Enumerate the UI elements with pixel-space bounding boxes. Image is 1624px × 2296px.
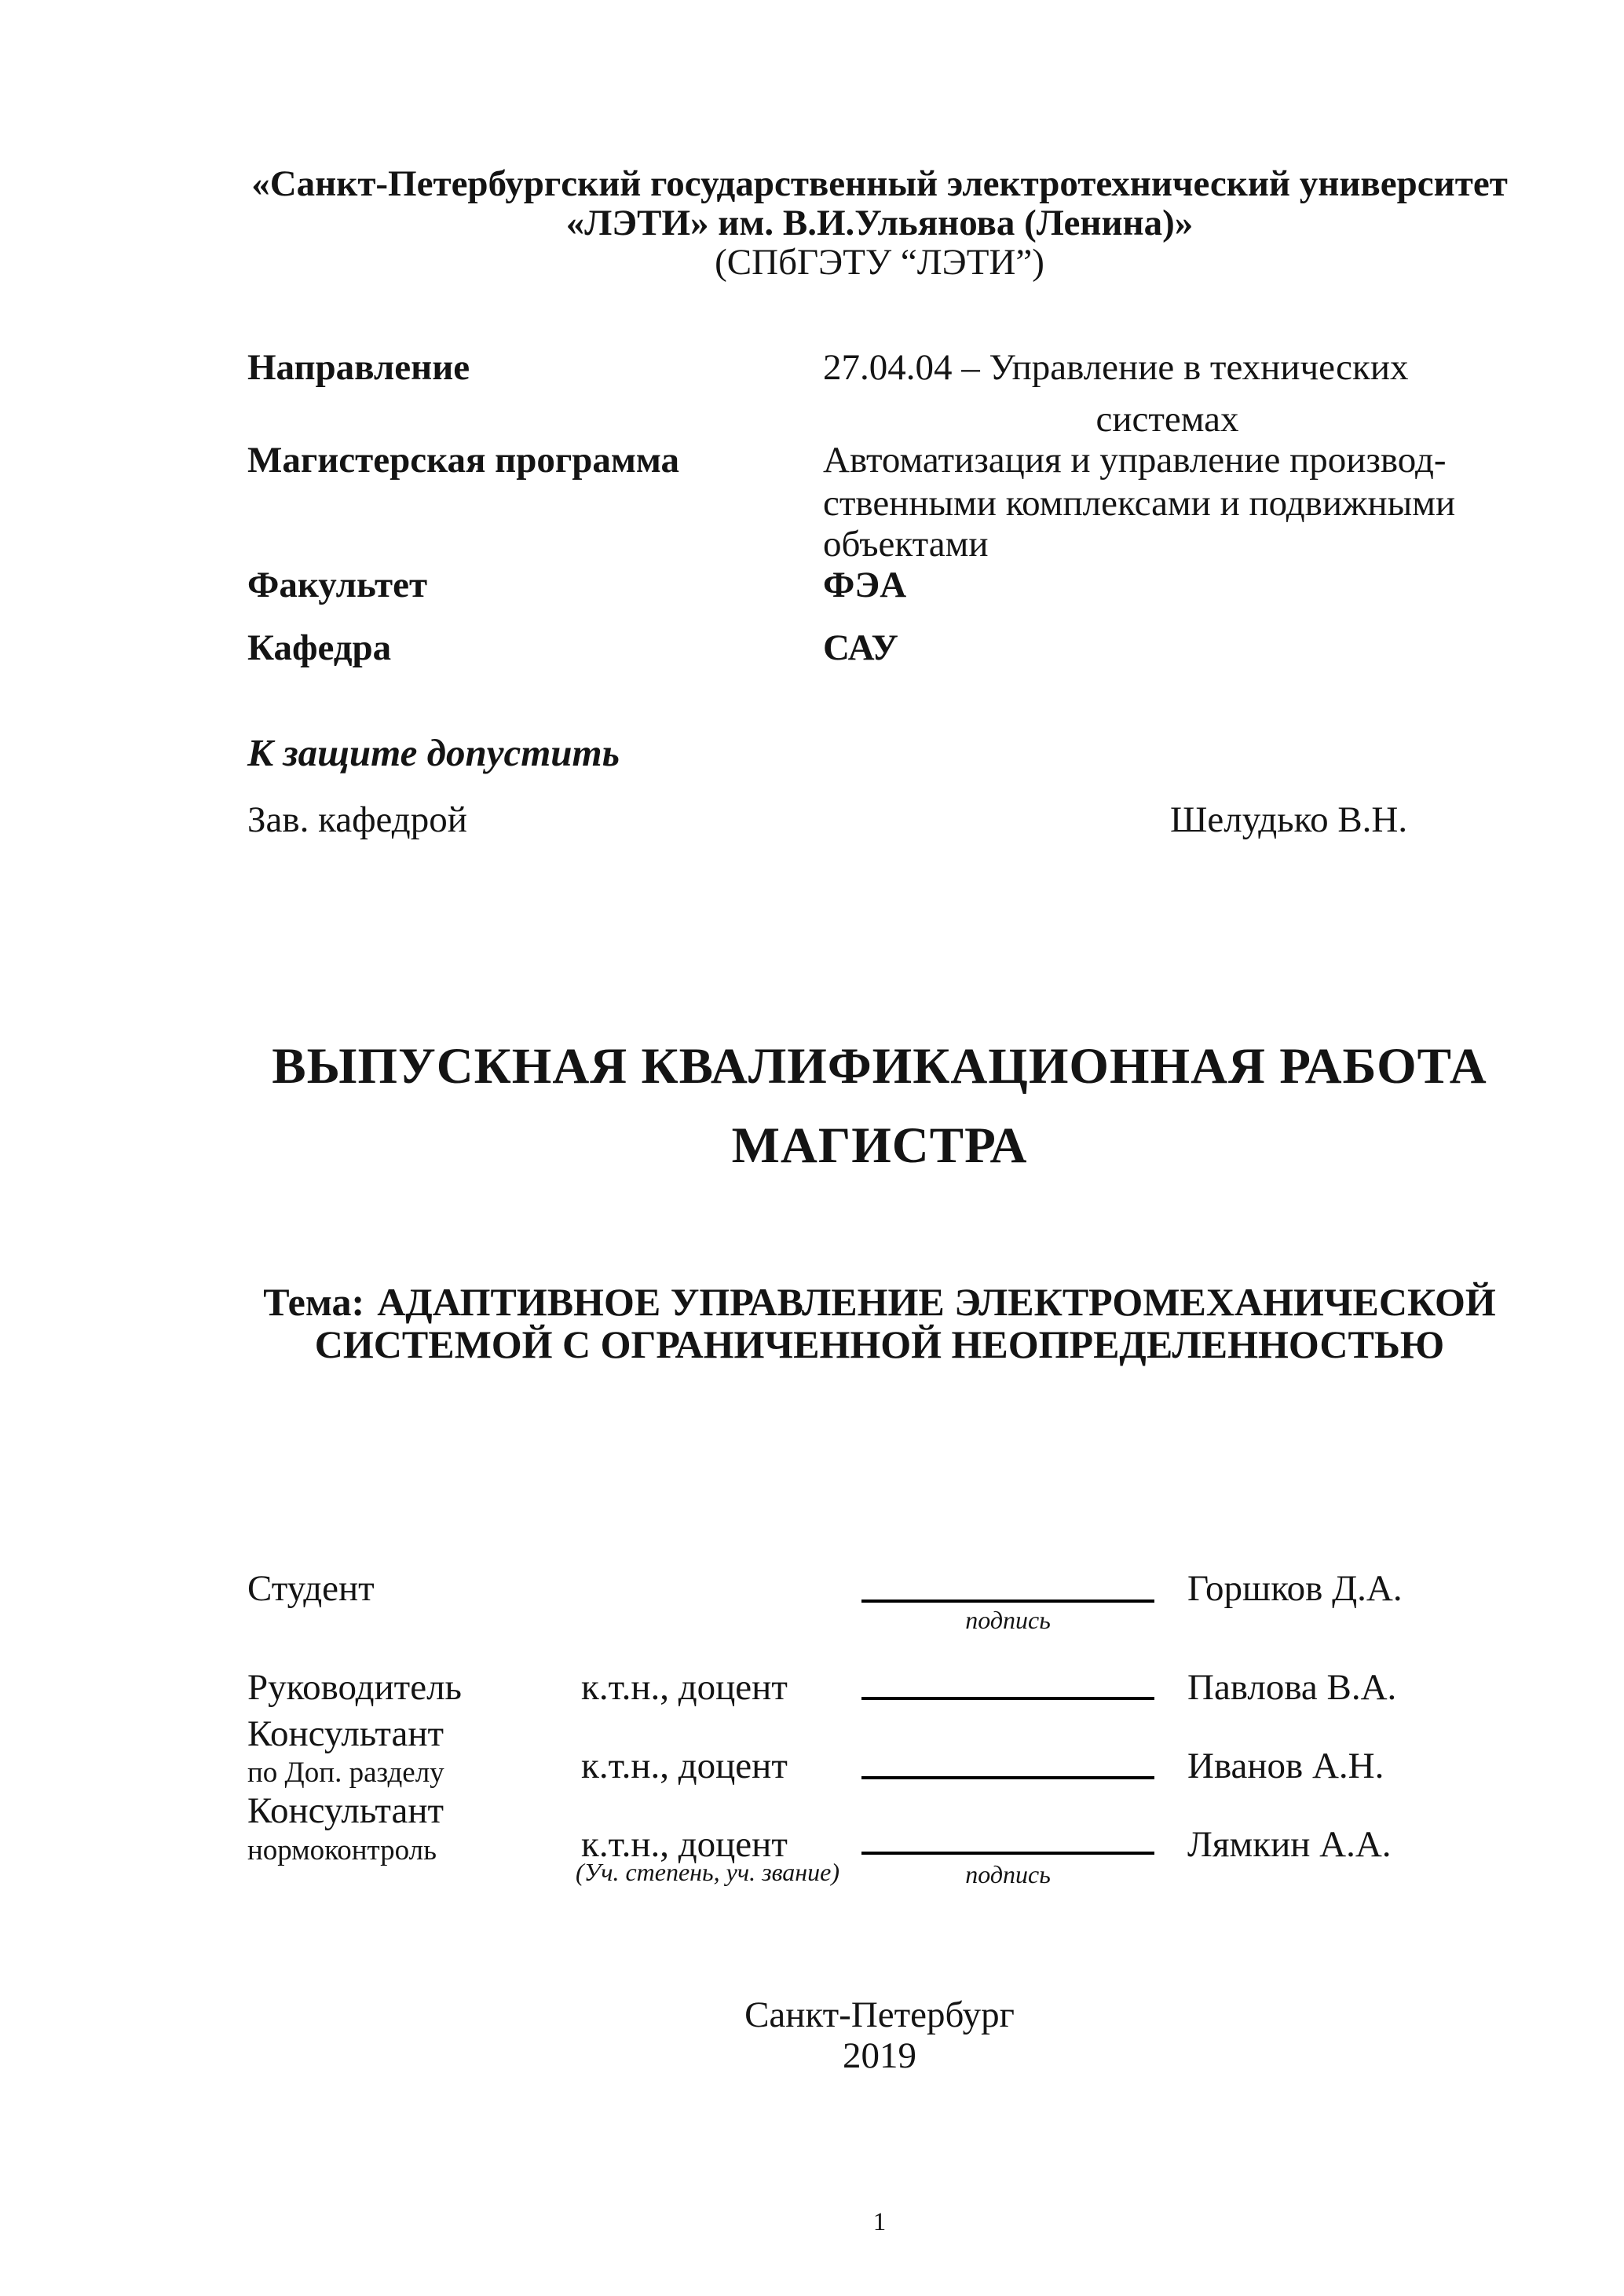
direction-label: Направление xyxy=(247,347,470,388)
university-abbreviation: (СПбГЭТУ “ЛЭТИ”) xyxy=(715,242,1044,283)
student-name: Горшков Д.А. xyxy=(1187,1568,1403,1609)
city-label: Санкт-Петербург xyxy=(744,1994,1015,2035)
program-value-line3: объектами xyxy=(823,524,989,565)
consultant1-sub-label: по Доп. разделу xyxy=(247,1757,444,1789)
consultant2-sub-label: нормоконтроль xyxy=(247,1834,437,1866)
head-of-department-label: Зав. кафедрой xyxy=(247,799,467,840)
program-value-line1: Автоматизация и управление производ- xyxy=(823,440,1447,481)
consultant2-name: Лямкин А.А. xyxy=(1187,1824,1392,1865)
student-role-label: Студент xyxy=(247,1568,375,1609)
consultant1-name: Иванов А.Н. xyxy=(1187,1746,1384,1786)
consultant2-role-label: Консультант xyxy=(247,1790,444,1831)
consultant1-signature-line xyxy=(861,1776,1154,1779)
year-label: 2019 xyxy=(843,2035,916,2076)
university-name-line1: «Санкт-Петербургский государственный электротехнический университет xyxy=(251,163,1508,204)
department-label: Кафедра xyxy=(247,627,392,668)
department-value: САУ xyxy=(823,627,898,668)
supervisor-name: Павлова В.А. xyxy=(1187,1667,1397,1708)
consultant2-signature-caption: подпись xyxy=(965,1860,1051,1888)
faculty-label: Факультет xyxy=(247,565,428,605)
direction-value-line2: системах xyxy=(1095,399,1239,440)
topic-text-line1: АДАПТИВНОЕ УПРАВЛЕНИЕ ЭЛЕКТРОМЕХАНИЧЕСКОЙ xyxy=(377,1280,1496,1324)
page-number: 1 xyxy=(872,2208,887,2236)
direction-value-line1: 27.04.04 – Управление в технических xyxy=(823,347,1409,388)
faculty-value: ФЭА xyxy=(823,565,907,605)
supervisor-role-label: Руководитель xyxy=(247,1667,462,1708)
topic-line2: СИСТЕМОЙ С ОГРАНИЧЕННОЙ НЕОПРЕДЕЛЕННОСТЬЮ xyxy=(314,1322,1445,1366)
consultant2-degree: к.т.н., доцент xyxy=(581,1824,788,1865)
consultant2-signature-line xyxy=(861,1852,1154,1855)
thesis-title-line2: МАГИСТРА xyxy=(731,1117,1028,1174)
admission-heading: К защите допустить xyxy=(247,731,620,774)
thesis-title-line1: ВЫПУСКНАЯ КВАЛИФИКАЦИОННАЯ РАБОТА xyxy=(272,1038,1487,1095)
student-signature-caption: подпись xyxy=(965,1606,1051,1634)
topic-line1 xyxy=(247,1280,1512,1324)
program-value-line2: ственными комплексами и подвижными xyxy=(823,483,1456,524)
student-signature-line xyxy=(861,1600,1154,1603)
supervisor-signature-line xyxy=(861,1697,1154,1700)
degree-caption: (Уч. степень, уч. звание) xyxy=(576,1858,839,1886)
supervisor-degree: к.т.н., доцент xyxy=(581,1667,788,1708)
head-of-department-name: Шелудько В.Н. xyxy=(1170,799,1408,840)
program-label: Магистерская программа xyxy=(247,440,680,481)
consultant1-role-label: Консультант xyxy=(247,1713,444,1754)
consultant1-degree: к.т.н., доцент xyxy=(581,1746,788,1786)
university-name-line2: «ЛЭТИ» им. В.И.Ульянова (Ленина)» xyxy=(565,203,1194,243)
topic-label: Тема: xyxy=(263,1280,365,1324)
